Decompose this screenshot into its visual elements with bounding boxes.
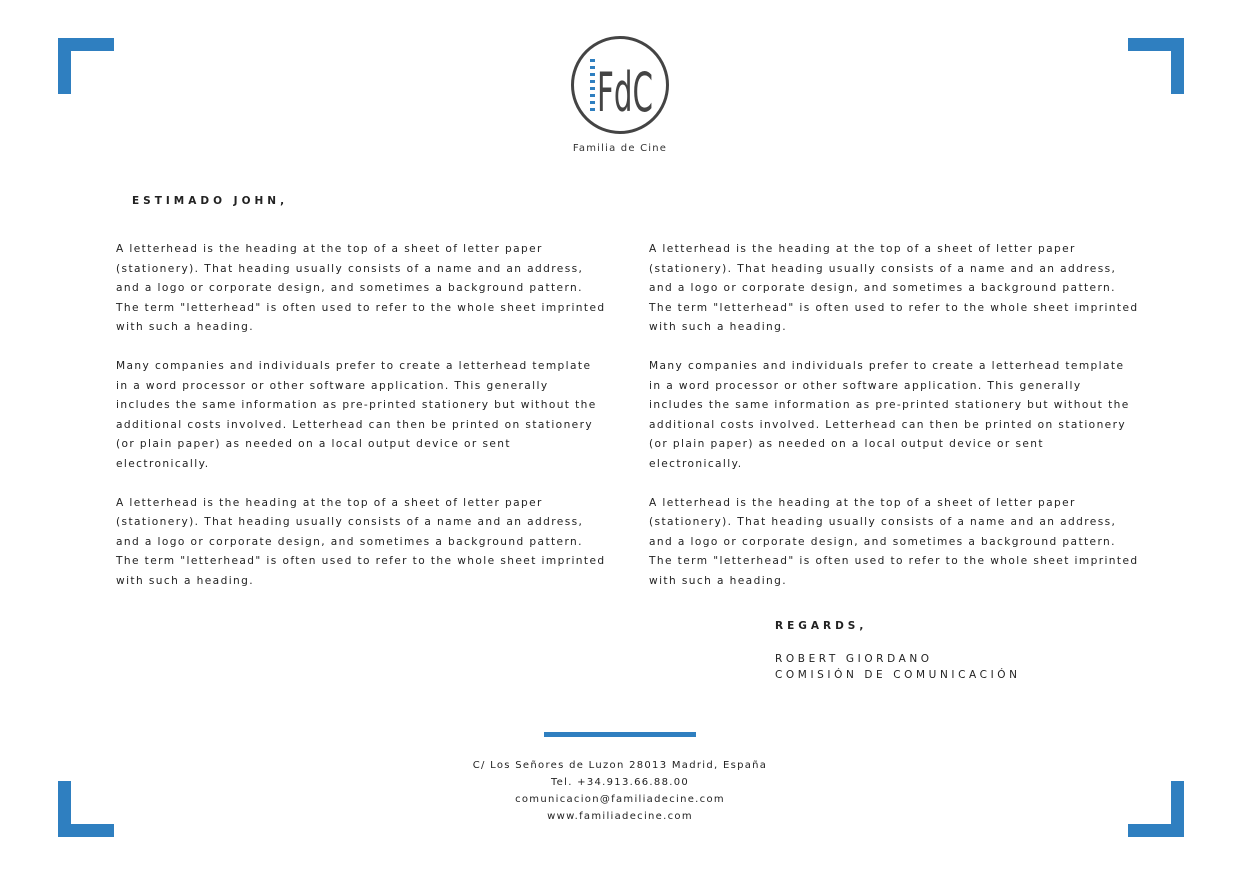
corner-bracket-top-left — [58, 38, 114, 94]
footer-divider — [544, 732, 696, 737]
letter-body-right-column — [649, 240, 1139, 611]
fdc-logo-icon — [570, 35, 670, 135]
footer-email: comunicacion@familiadecine.com — [515, 794, 725, 805]
body-paragraph: A letterhead is the heading at the top of a sheet of letter paper (stationery). That heading usually consists of a name and an address, and a logo or corporate design, and sometimes a background pattern. The term "letterhead" is often used to refer to the whole sheet imprinted with such a heading. — [649, 243, 1139, 333]
corner-bracket-bottom-left — [58, 781, 114, 837]
logo-text: FdC — [597, 61, 653, 124]
footer-address: C/ Los Señores de Luzon 28013 Madrid, España — [472, 760, 768, 771]
body-paragraph: A letterhead is the heading at the top of a sheet of letter paper (stationery). That heading usually consists of a name and an address, and a logo or corporate design, and sometimes a background pattern. The term "letterhead" is often used to refer to the whole sheet imprinted with such a heading. — [116, 496, 606, 587]
letter-closing: REGARDS, — [775, 620, 868, 632]
body-paragraph: Many companies and individuals prefer to create a letterhead template in a word processor or other software application. This generally includes the same information as pre-printed stationery but without the additional costs involved. Letterhead can then be printed on stationery (or plain paper) as needed on a local output device or sent electronically. — [649, 360, 1130, 470]
corner-bracket-bottom-right — [1128, 781, 1184, 837]
brand-name: Familia de Cine — [572, 143, 668, 154]
body-paragraph: Many companies and individuals prefer to create a letterhead template in a word processor or other software application. This generally includes the same information as pre-printed stationery but without the additional costs involved. Letterhead can then be printed on stationery (or plain paper) as needed on a local output device or sent electronically. — [116, 360, 597, 470]
footer-website: www.familiadecine.com — [547, 811, 693, 822]
signature-name: ROBERT GIORDANO — [775, 653, 933, 665]
footer-phone: Tel. +34.913.66.88.00 — [550, 777, 690, 788]
corner-bracket-top-right — [1128, 38, 1184, 94]
footer-contact — [380, 757, 860, 825]
body-paragraph: A letterhead is the heading at the top of a sheet of letter paper (stationery). That heading usually consists of a name and an address, and a logo or corporate design, and sometimes a background pattern. The term "letterhead" is often used to refer to the whole sheet imprinted with such a heading. — [116, 243, 606, 333]
signature-role: COMISIÓN DE COMUNICACIÓN — [775, 669, 1021, 681]
letter-greeting: ESTIMADO JOHN, — [132, 195, 289, 207]
body-paragraph: A letterhead is the heading at the top of a sheet of letter paper (stationery). That heading usually consists of a name and an address, and a logo or corporate design, and sometimes a background pattern. The term "letterhead" is often used to refer to the whole sheet imprinted with such a heading. — [649, 496, 1139, 587]
letter-body-left-column — [116, 240, 606, 611]
